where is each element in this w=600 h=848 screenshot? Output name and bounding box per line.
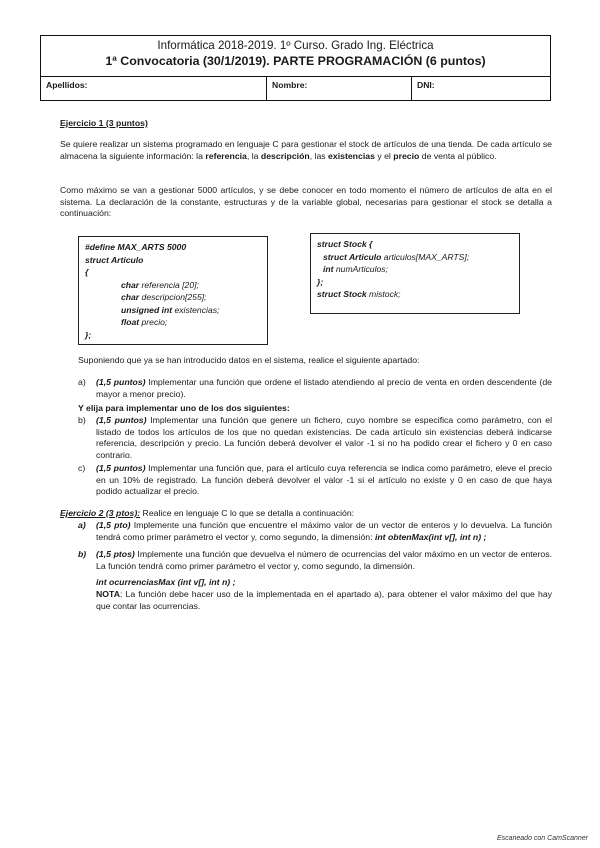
choose-instruction: Y elija para implementar uno de los dos siguientes: bbox=[78, 403, 290, 413]
code-line: { bbox=[85, 267, 89, 277]
ej2-item-b: (1,5 ptos) Implemente una función que devuelva el número de ocurrencias del valor máximo en un vector de enteros. La función tendrá como primer parámetro el vector y, como segundo, la dimensión. bbox=[96, 549, 552, 571]
code-line: #define MAX_ARTS 5000 bbox=[85, 242, 187, 252]
code-line: char referencia [20]; bbox=[121, 279, 199, 290]
code-line: struct Articulo bbox=[85, 254, 144, 265]
ej2-item-a: (1,5 pto) Implemente una función que encuentre el máximo valor de un vector de enteros y lo devuelva. La función tendrá como primer parámetro el vector y, como segundo, la dimensión: int obtenMax(int v[], int n) ; bbox=[96, 520, 552, 542]
code-line: struct Stock mistock; bbox=[317, 289, 401, 299]
scanner-watermark: Escaneado con CamScanner bbox=[496, 835, 588, 842]
ej2-item-a-label: a) bbox=[78, 520, 86, 530]
code-line: int numArticulos; bbox=[323, 264, 388, 274]
apellidos-field[interactable]: Apellidos: bbox=[41, 77, 267, 100]
item-c-label: c) bbox=[78, 463, 86, 473]
ej2-heading: Ejercicio 2 (3 ptos): Realice en lenguaje C lo que se detalla a continuación: bbox=[60, 508, 355, 518]
item-b-label: b) bbox=[78, 415, 86, 425]
code-line: struct Stock { bbox=[317, 239, 373, 249]
course-info: Informática 2018-2019. 1º Curso. Grado Ing. Eléctrica bbox=[157, 39, 434, 52]
ej1-item-b: (1,5 puntos) Implementar una función que genere un fichero, cuyo nombre se especifica como parámetro, con el listado de todos los artículos de los que no quedan existencias. De cada artículo sin existencias deberá indicarse referencia, descripción y precio. La función deberá devolver el valor -1 si no ha podido crear el fichero y 0 en caso contrario. bbox=[96, 415, 553, 460]
ej2-item-b-label: b) bbox=[78, 549, 87, 559]
code-line: char descripcion[255]; bbox=[121, 292, 207, 302]
ej1-item-c: (1,5 puntos) Implementar una función que, para el artículo cuya referencia se indica como parámetro, eleve el precio en un 10% de registrado. La función deberá devolver el valor -1 si el artículo no existe y 0 en caso de que haya podido actualizar el precio. bbox=[96, 463, 552, 496]
exam-header bbox=[40, 35, 551, 101]
code-line: float precio; bbox=[121, 317, 168, 327]
ej2-nota: NOTA: La función debe hacer uso de la implementada en el apartado a), para obtener el valor máximo del que hay que contar las ocurrencias. bbox=[96, 589, 552, 611]
ej1-item-a: (1,5 puntos) Implementar una función que ordene el listado atendiendo al precio de venta en orden descendente (de mayor a menor precio). bbox=[96, 377, 552, 399]
dni-field[interactable]: DNI: bbox=[417, 80, 435, 90]
code-struct-stock bbox=[310, 233, 520, 314]
exam-title: 1ª Convocatoria (30/1/2019). PARTE PROGRAMACIÓN (6 puntos) bbox=[105, 54, 486, 68]
ej1-paragraph-3: Suponiendo que ya se han introducido datos en el sistema, realice el siguiente apartado: bbox=[78, 355, 420, 365]
ej1-title: Ejercicio 1 (3 puntos) bbox=[60, 118, 148, 128]
ej1-paragraph-1: Se quiere realizar un sistema programado en lenguaje C para gestionar el stock de artículos de una tienda. De cada artículo se almacena la siguiente información: la referencia, la descripción, las existencias y el precio de venta al público. bbox=[60, 139, 552, 161]
code-line: }; bbox=[85, 329, 92, 340]
code-struct-articulo bbox=[78, 236, 268, 345]
code-line: struct Articulo articulos[MAX_ARTS]; bbox=[323, 251, 470, 262]
item-a-label: a) bbox=[78, 377, 86, 387]
code-line: unsigned int existencias; bbox=[121, 304, 220, 315]
ej2-signature-b: int ocurrenciasMax (int v[], int n) ; bbox=[96, 577, 236, 587]
ej1-paragraph-2: Como máximo se van a gestionar 5000 artículos, y se debe conocer en todo momento el número de artículos de alta en el sistema. La declaración de la constante, estructuras y de la variable global, necesarias para gestionar el stock se detalla a continuación: bbox=[60, 185, 552, 218]
nombre-field[interactable]: Nombre: bbox=[267, 77, 412, 100]
code-line: }; bbox=[317, 276, 324, 287]
